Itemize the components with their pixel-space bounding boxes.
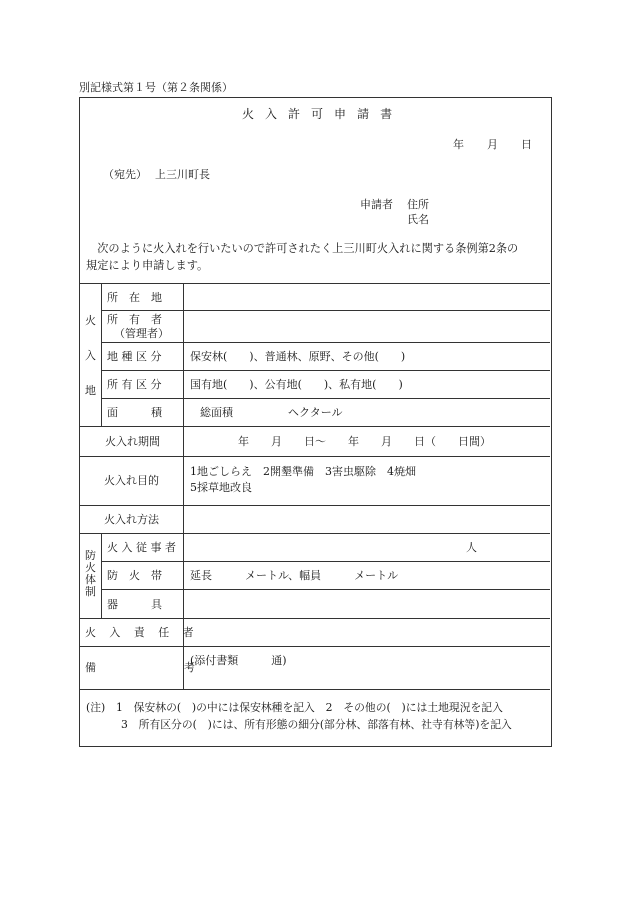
method-label: 火入れ方法	[104, 513, 159, 526]
period-value: 年 月 日～ 年 月 日（ 日間）	[238, 435, 491, 448]
row-divider	[79, 646, 550, 647]
land-group-char: 入	[85, 349, 96, 362]
row-divider	[101, 342, 550, 343]
firebreak-value: 延長 メートル、幅員 メートル	[190, 569, 399, 582]
remarks-label: 備 考	[85, 661, 201, 674]
ownership-value: 国有地( )、公有地( )、私有地( )	[190, 378, 403, 391]
purpose-line1: 1地ごしらえ 2開墾準備 3害虫駆除 4焼畑	[190, 465, 416, 478]
form-title: 火 入 許 可 申 請 書	[242, 107, 396, 121]
purpose-line2: 5採草地改良	[190, 481, 252, 494]
prevention-group-char: 防	[85, 549, 96, 562]
equipment-label: 器 具	[107, 598, 162, 611]
date-day: 日	[521, 138, 532, 151]
group-column-divider	[101, 533, 102, 618]
row-divider	[79, 689, 550, 690]
period-label: 火入れ期間	[105, 435, 160, 448]
group-column-divider	[101, 283, 102, 426]
applicant-label: 申請者	[360, 198, 393, 211]
category-value: 保安林( )、普通林、原野、その他( )	[190, 350, 406, 363]
statement-line1: 次のように火入れを行いたいので許可されたく上三川町火入れに関する条例第2条の	[86, 242, 519, 255]
land-group-char: 地	[85, 384, 96, 397]
applicant-name-label: 氏名	[407, 213, 429, 226]
responsible-label: 火 入 責 任 者	[85, 626, 199, 639]
form-id: 別記様式第１号（第２条関係）	[79, 81, 233, 94]
row-divider	[79, 533, 550, 534]
row-divider	[101, 398, 550, 399]
row-divider	[79, 456, 550, 457]
land-group-char: 火	[85, 314, 96, 327]
date-year: 年	[453, 138, 464, 151]
owner-label: 所 有 者	[107, 313, 162, 326]
prevention-group-char: 火	[85, 561, 96, 574]
applicant-address-label: 住所	[407, 198, 429, 211]
ownership-label: 所 有 区 分	[107, 378, 162, 391]
row-divider	[101, 561, 550, 562]
area-label: 面 積	[107, 406, 162, 419]
row-divider	[101, 310, 550, 311]
note-line1: (注) 1 保安林の( )の中には保安林種を記入 2 その他の( )には土地現況を記入	[86, 701, 503, 714]
staff-label: 火 入 従 事 者	[107, 541, 176, 554]
note-line2: 3 所有区分の( )には、所有形態の細分(部分林、部落有林、社寺有林等)を記入	[121, 718, 512, 731]
date-month: 月	[487, 138, 498, 151]
row-divider	[79, 283, 550, 284]
owner-sublabel: （管理者）	[114, 327, 169, 340]
purpose-label: 火入れ目的	[104, 474, 159, 487]
prevention-group-char: 制	[85, 585, 96, 598]
remarks-value: (添付書類 通)	[190, 654, 287, 667]
addressee-name: 上三川町長	[155, 168, 210, 181]
prevention-group-char: 体	[85, 573, 96, 586]
row-divider	[79, 426, 550, 427]
row-divider	[79, 618, 550, 619]
addressee-prefix: （宛先）	[103, 168, 147, 181]
area-value: 総面積 ヘクタール	[200, 406, 343, 419]
form-border	[79, 97, 552, 747]
statement-line2: 規定により申請します。	[86, 259, 209, 272]
firebreak-label: 防 火 帯	[107, 569, 162, 582]
row-divider	[79, 505, 550, 506]
staff-unit: 人	[466, 541, 477, 554]
row-divider	[101, 370, 550, 371]
location-label: 所 在 地	[107, 291, 162, 304]
row-divider	[101, 589, 550, 590]
category-label: 地 種 区 分	[107, 350, 162, 363]
